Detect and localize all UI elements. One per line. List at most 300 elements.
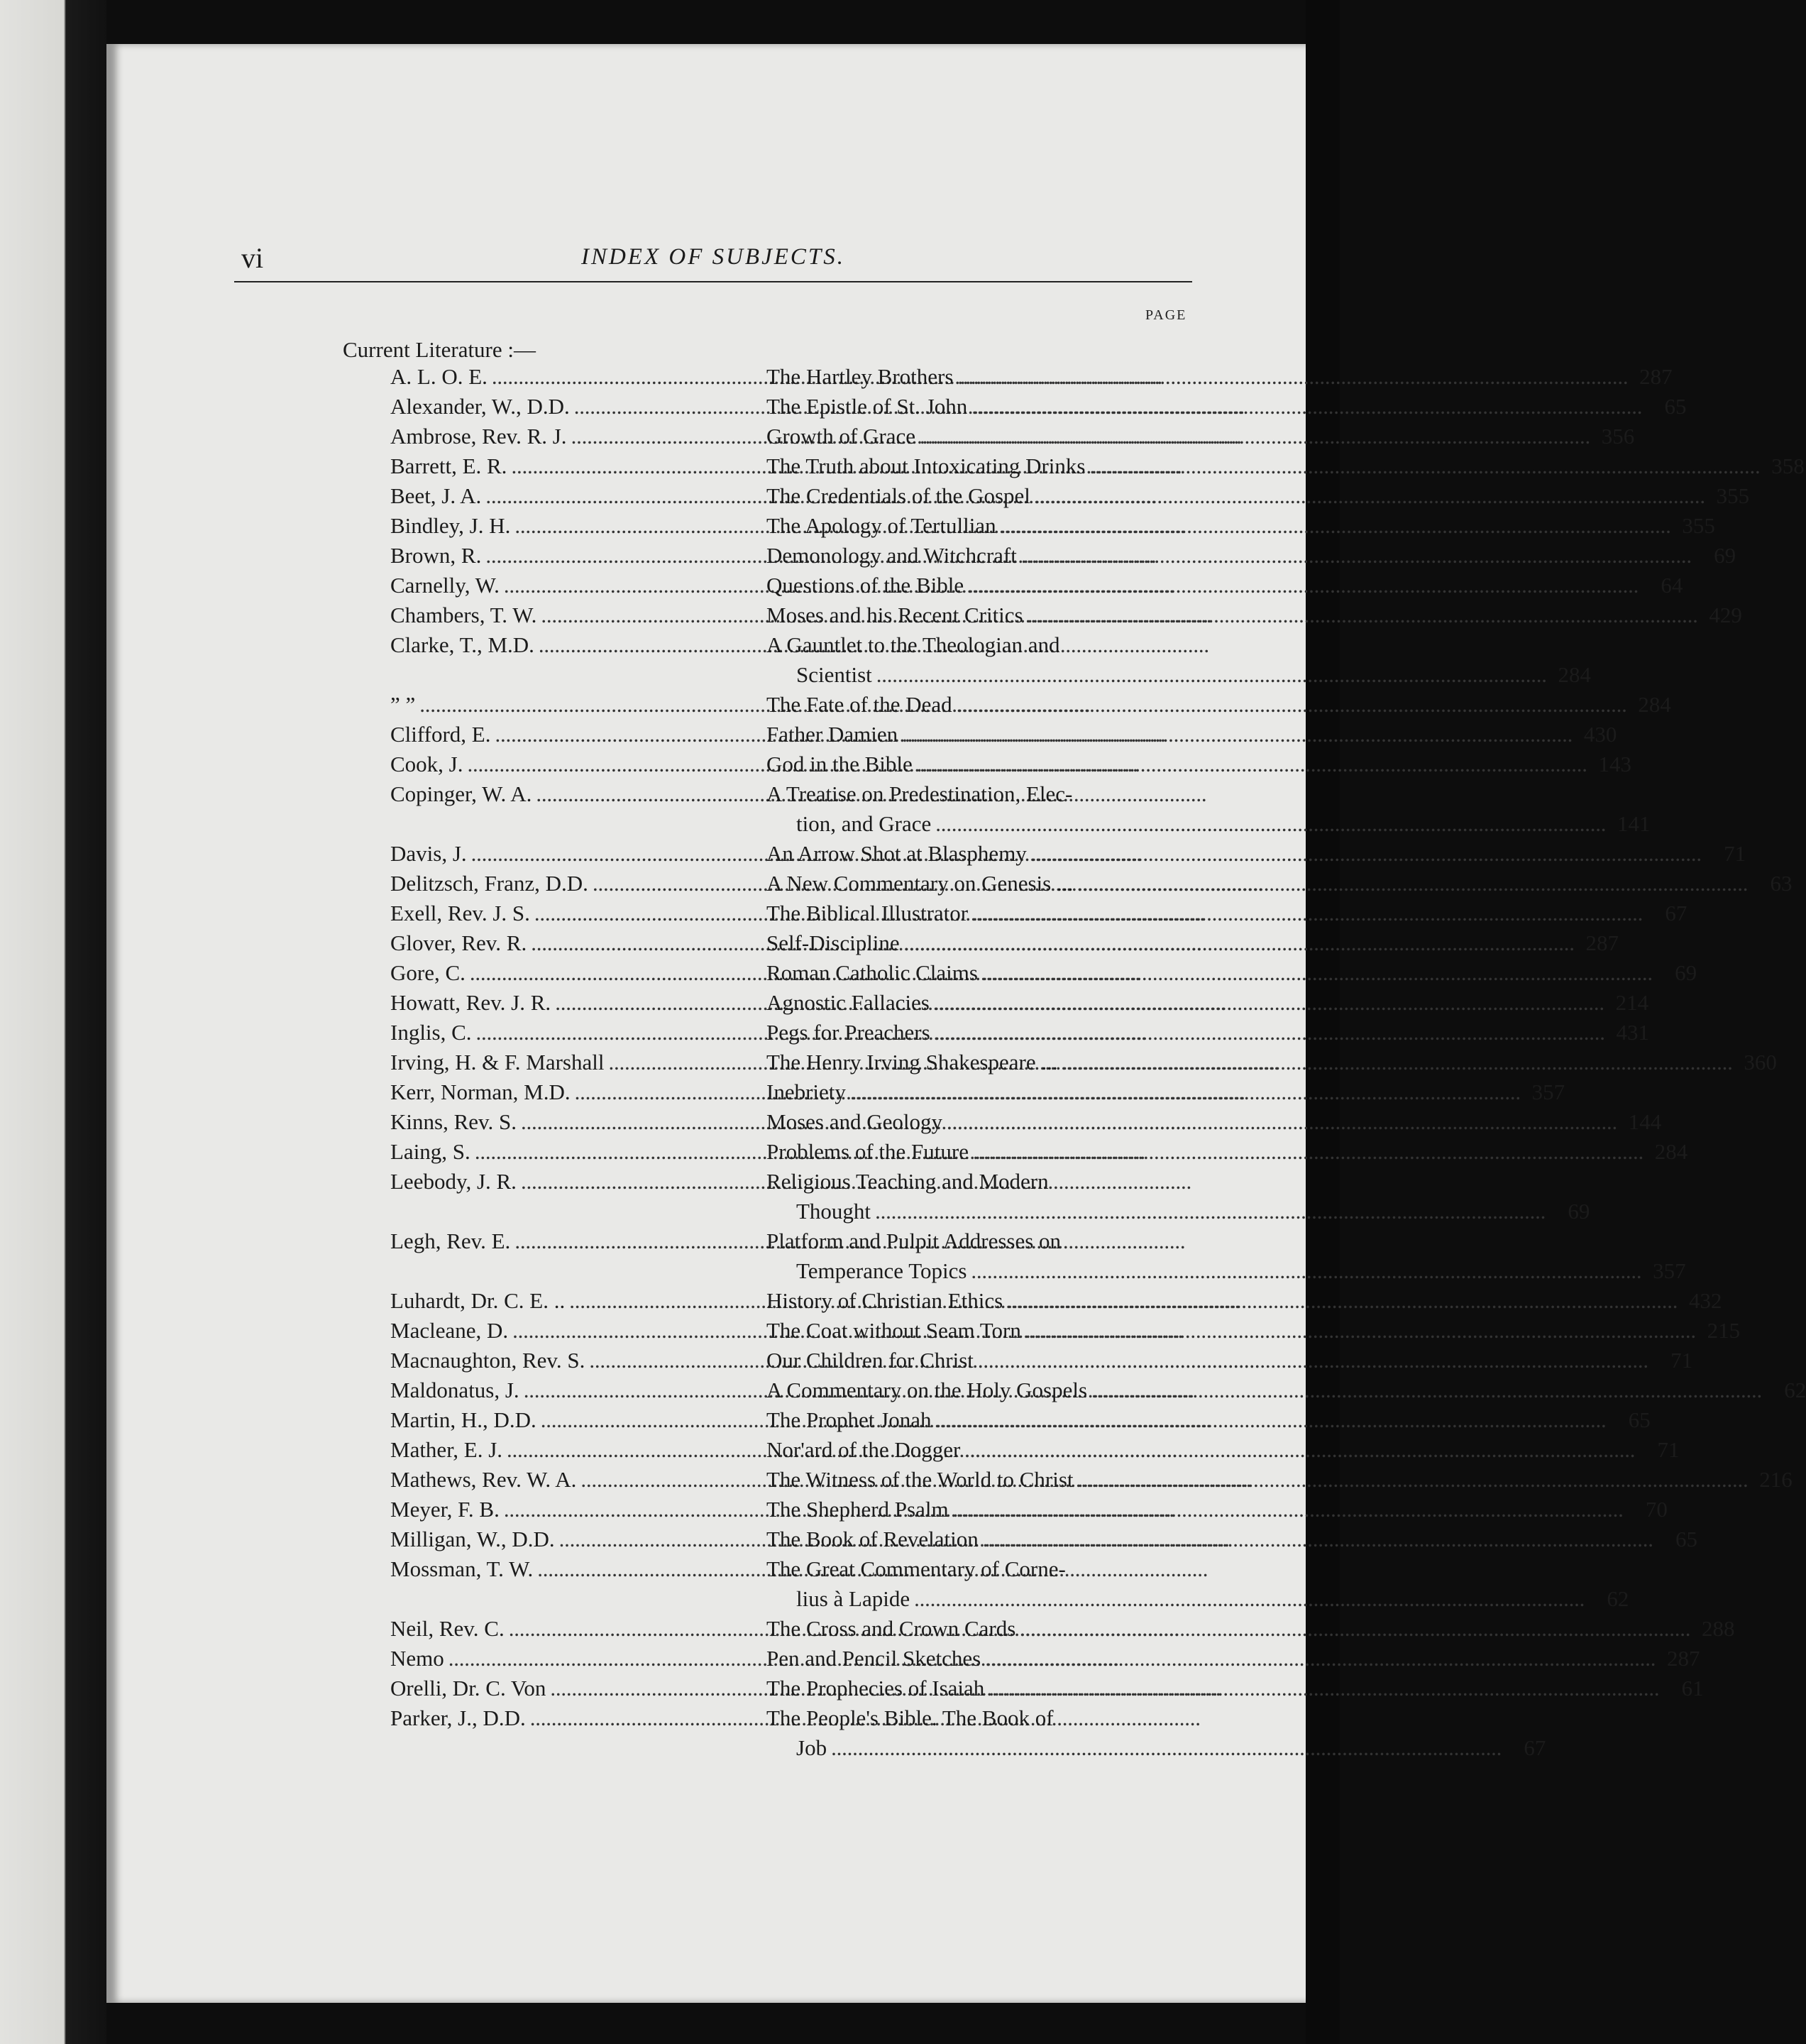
leader-dots <box>1091 1375 1759 1405</box>
entry-title-text: The Prophecies of Isaiah <box>766 1676 985 1700</box>
page-header <box>234 241 1192 282</box>
leader-dots <box>973 1137 1641 1167</box>
entry-title-line <box>766 571 1683 600</box>
entry-author <box>390 839 766 869</box>
entry-title <box>766 1465 1793 1495</box>
leader-dots <box>1031 839 1699 869</box>
index-entry <box>390 1703 1546 1763</box>
leader-dots <box>982 958 1650 988</box>
index-entry <box>390 749 1632 779</box>
leader-dots <box>968 571 1636 600</box>
entry-title <box>766 749 1631 779</box>
entry-title-line <box>766 1524 1697 1554</box>
index-entry <box>390 1554 1629 1614</box>
entry-title-text: Religious Teaching and Modern <box>766 1169 1049 1194</box>
entry-title-text: The Hartley Brothers <box>766 364 954 389</box>
entry-title-text: Our Children for Christ <box>766 1348 974 1373</box>
entry-title <box>766 928 1619 958</box>
entry-title <box>766 1614 1735 1644</box>
entry-title <box>766 451 1805 481</box>
leader-dots <box>953 1495 1621 1524</box>
entry-title-text: The Witness of the World to Christ <box>766 1467 1074 1492</box>
entry-title-line <box>766 928 1619 958</box>
index-entry <box>390 630 1592 690</box>
leader-dots <box>978 1346 1646 1375</box>
entry-title-text: A Commentary on the Holy Gospels <box>766 1378 1088 1402</box>
entry-title <box>766 1495 1668 1524</box>
entry-title-text: Platform and Pulpit Addresses on <box>766 1229 1062 1253</box>
index-entries <box>390 362 1806 1763</box>
entry-author <box>390 571 766 600</box>
index-entry <box>390 779 1651 839</box>
entry-author-name: Milligan, W., D.D. <box>390 1527 555 1551</box>
entry-author-name: Beet, J. A. <box>390 483 482 508</box>
entry-title <box>766 571 1683 600</box>
index-entry <box>390 1495 1668 1524</box>
entry-author <box>390 1167 766 1197</box>
entry-title-line <box>766 1107 1661 1137</box>
entry-title-line <box>766 690 1671 720</box>
entry-title-line <box>766 1018 1649 1048</box>
leader-dots <box>1028 600 1695 630</box>
entry-author-name: Brown, R. <box>390 543 482 568</box>
entry-page-number: 71 <box>1670 1348 1693 1373</box>
index-entry <box>390 541 1736 571</box>
leader-dots <box>934 988 1602 1018</box>
entry-title-text: The Prophet Jonah <box>766 1407 932 1432</box>
entry-title-line <box>766 362 1673 392</box>
entry-page-number: 356 <box>1601 424 1635 449</box>
entry-author-name: Ambrose, Rev. R. J. <box>390 424 567 449</box>
index-entry <box>390 988 1649 1018</box>
leader-dots <box>1062 1048 1730 1077</box>
entry-title-text: History of Christian Ethics <box>766 1288 1003 1313</box>
index-entry <box>390 571 1683 600</box>
entry-page-number: 430 <box>1583 722 1617 747</box>
index-entry <box>390 1524 1697 1554</box>
entry-title-text: God in the Bible <box>766 752 913 776</box>
entry-title-line <box>766 511 1715 541</box>
entry-title-line <box>766 1674 1704 1703</box>
entry-title-line <box>766 988 1648 1018</box>
entry-title-line <box>766 1077 1565 1107</box>
leader-dots <box>964 1435 1632 1465</box>
entry-author <box>390 481 766 511</box>
index-entry <box>390 1644 1700 1674</box>
leader-dots <box>1021 541 1689 571</box>
entry-author-name: Barrett, E. R. <box>390 454 507 478</box>
line-spacer <box>1060 630 1548 660</box>
entry-title-line <box>766 1346 1692 1375</box>
entry-author-name: Clarke, T., M.D. <box>390 632 534 657</box>
entry-title <box>766 988 1648 1018</box>
entry-title-text: Roman Catholic Claims <box>766 960 978 985</box>
entry-title-line <box>766 1167 1590 1197</box>
entry-title-line <box>766 1554 1629 1584</box>
entry-author-name: Macleane, D. <box>390 1318 509 1343</box>
entry-title <box>766 1435 1680 1465</box>
entry-page-number: 65 <box>1628 1407 1651 1432</box>
entry-title-text: Inebriety <box>766 1079 846 1104</box>
line-spacer <box>1072 779 1607 809</box>
entry-title-line <box>766 899 1687 928</box>
entry-title-line <box>766 660 1591 690</box>
entry-author <box>390 511 766 541</box>
index-entry <box>390 451 1805 481</box>
entry-page-number: 67 <box>1524 1735 1546 1760</box>
scan-left-margin <box>0 0 106 2044</box>
entry-title <box>766 839 1746 869</box>
entry-author <box>390 1018 766 1048</box>
entry-title-text: The Henry Irving Shakespeare ... <box>766 1050 1058 1075</box>
entry-title <box>766 958 1697 988</box>
line-spacer <box>1049 1167 1548 1197</box>
leader-dots <box>914 1584 1582 1614</box>
entry-author-name: Bindley, J. H. <box>390 513 511 538</box>
entry-title-text: Demonology and Witchcraft <box>766 543 1017 568</box>
index-entry <box>390 928 1619 958</box>
entry-author <box>390 451 766 481</box>
entry-title-text: Temperance Topics <box>796 1258 967 1283</box>
entry-title <box>766 1703 1546 1763</box>
entry-page-number: 65 <box>1664 394 1687 419</box>
entry-author-name: Leebody, J. R. <box>390 1169 517 1194</box>
entry-title <box>766 1048 1777 1077</box>
entry-author-name: Mather, E. J. <box>390 1437 503 1462</box>
entry-title <box>766 1375 1806 1405</box>
entry-author <box>390 720 766 749</box>
entry-author <box>390 1674 766 1703</box>
index-entry <box>390 958 1697 988</box>
entry-title-text: Agnostic Fallacies <box>766 990 930 1015</box>
entry-title <box>766 1674 1704 1703</box>
entry-author-name: Copinger, W. A. <box>390 781 532 806</box>
entry-title-text: Scientist <box>796 662 872 687</box>
leader-dots <box>989 1674 1656 1703</box>
entry-title <box>766 1167 1590 1226</box>
entry-title-line <box>766 392 1687 422</box>
entry-author <box>390 1226 766 1256</box>
index-entry <box>390 511 1715 541</box>
page-number-blank <box>1503 1703 1546 1733</box>
entry-page-number: 143 <box>1598 752 1632 776</box>
entry-author <box>390 1435 766 1465</box>
entry-title-text: Moses and his Recent Critics <box>766 603 1023 627</box>
entry-title <box>766 630 1591 690</box>
entry-title-line <box>766 1435 1680 1465</box>
entry-author-name: Mathews, Rev. W. A. <box>390 1467 577 1492</box>
entry-author <box>390 899 766 928</box>
entry-title-text: A Gauntlet to the Theologian and <box>766 632 1060 657</box>
entry-title-line <box>766 869 1792 899</box>
index-entry <box>390 1286 1722 1316</box>
entry-title-line <box>766 1465 1793 1495</box>
index-entry <box>390 1465 1793 1495</box>
entry-page-number: 358 <box>1771 454 1805 478</box>
index-entry <box>390 869 1793 899</box>
entry-title-text: The Biblical Illustrator <box>766 901 969 925</box>
entry-title <box>766 362 1673 392</box>
entry-title-text: Pegs for Preachers <box>766 1020 930 1045</box>
entry-page-number: 70 <box>1645 1497 1668 1522</box>
entry-title <box>766 1346 1692 1375</box>
line-spacer <box>1054 1703 1504 1733</box>
entry-title-line <box>766 1286 1722 1316</box>
entry-author-name: Kinns, Rev. S. <box>390 1109 517 1134</box>
entry-author <box>390 1048 766 1077</box>
entry-title-line <box>766 1316 1740 1346</box>
entry-page-number: 284 <box>1638 692 1671 717</box>
entry-author-name: Laing, S. <box>390 1139 470 1164</box>
entry-page-number: 355 <box>1716 483 1750 508</box>
entry-page-number: 71 <box>1657 1437 1680 1462</box>
entry-author-name: Gore, C. <box>390 960 466 985</box>
entry-title-line <box>766 1375 1806 1405</box>
entry-author <box>390 1316 766 1346</box>
entry-author <box>390 1375 766 1405</box>
entry-page-number: 62 <box>1607 1586 1629 1611</box>
entry-title <box>766 511 1715 541</box>
entry-title <box>766 1524 1697 1554</box>
entry-title-line <box>766 720 1617 749</box>
entry-title-text: The Fate of the Dead <box>766 692 952 717</box>
leader-dots <box>935 809 1603 839</box>
entry-page-number: 287 <box>1666 1646 1700 1671</box>
index-entry <box>390 690 1671 720</box>
leader-dots <box>875 1197 1543 1226</box>
entry-author-name: Glover, Rev. R. <box>390 930 527 955</box>
entry-author <box>390 541 766 571</box>
entry-title-text: A New Commentary on Genesis ... <box>766 871 1074 896</box>
entry-author <box>390 1286 766 1316</box>
entry-title-line <box>766 600 1742 630</box>
entry-title <box>766 779 1650 839</box>
entry-page-number: 431 <box>1616 1020 1649 1045</box>
entry-title <box>766 1405 1651 1435</box>
entry-title-line <box>766 1197 1590 1226</box>
entry-page-number: 355 <box>1682 513 1715 538</box>
entry-author-name: Luhardt, Dr. C. E. .. <box>390 1288 566 1313</box>
entry-title-text: Thought <box>796 1199 871 1224</box>
entry-title-line <box>766 958 1697 988</box>
leader-dots <box>920 422 1587 451</box>
entry-author <box>390 1644 766 1674</box>
entry-title-line <box>766 1733 1546 1763</box>
index-entry <box>390 1316 1741 1346</box>
page-number-blank <box>1586 1554 1629 1584</box>
entry-author-name: Chambers, T. W. <box>390 603 537 627</box>
entry-title-line <box>766 630 1591 660</box>
entry-title-text: Pen and Pencil Sketches <box>766 1646 981 1671</box>
entry-page-number: 63 <box>1770 871 1793 896</box>
entry-title-line <box>766 1703 1546 1733</box>
entry-title <box>766 1107 1661 1137</box>
entry-page-number: 69 <box>1568 1199 1590 1224</box>
entry-title-text: The Great Commentary of Corne- <box>766 1556 1066 1581</box>
entry-author <box>390 1554 766 1584</box>
entry-title-text: The Truth about Intoxicating Drinks <box>766 454 1086 478</box>
entry-author <box>390 1405 766 1435</box>
entry-author <box>390 1107 766 1137</box>
entry-title-line <box>766 749 1631 779</box>
index-entry <box>390 362 1673 392</box>
index-entry <box>390 481 1750 511</box>
leader-dots <box>1007 1286 1675 1316</box>
index-entry <box>390 1405 1651 1435</box>
leader-dots <box>917 749 1585 779</box>
entry-title-text: The Book of Revelation <box>766 1527 979 1551</box>
entry-title-text: A Treatise on Predestination, Elec- <box>766 781 1073 806</box>
entry-title-line <box>766 451 1805 481</box>
page-number-blank <box>1548 630 1591 660</box>
leader-dots <box>1089 451 1757 481</box>
leader-dots <box>831 1733 1499 1763</box>
entry-page-number: 64 <box>1661 573 1683 598</box>
page-number-blank <box>1643 1226 1686 1256</box>
entry-page-number: 216 <box>1759 1467 1793 1492</box>
entry-title-text: Moses and Geology <box>766 1109 942 1134</box>
leader-dots <box>876 660 1544 690</box>
entry-title-text: Growth of Grace <box>766 424 916 449</box>
entry-author <box>390 1614 766 1644</box>
leader-dots <box>1078 1465 1746 1495</box>
entry-author <box>390 362 766 392</box>
entry-title <box>766 392 1687 422</box>
index-entry <box>390 600 1742 630</box>
entry-author-name: Inglis, C. <box>390 1020 472 1045</box>
entry-title-text: The Shepherd Psalm <box>766 1497 949 1522</box>
leader-dots <box>1025 1316 1693 1346</box>
entry-page-number: 61 <box>1681 1676 1704 1700</box>
entry-author <box>390 1524 766 1554</box>
entry-author-name: Clifford, E. <box>390 722 491 747</box>
entry-title <box>766 1316 1740 1346</box>
index-entry <box>390 1018 1649 1048</box>
entry-author <box>390 958 766 988</box>
entry-page-number: 429 <box>1709 603 1742 627</box>
entry-page-number: 69 <box>1675 960 1697 985</box>
page-number-blank <box>1547 1167 1590 1197</box>
entry-title-line <box>766 1644 1700 1674</box>
entry-title <box>766 1226 1686 1286</box>
leader-dots <box>1020 1614 1687 1644</box>
entry-title-text: Problems of the Future <box>766 1139 969 1164</box>
entry-page-number: 215 <box>1707 1318 1741 1343</box>
entry-author <box>390 1703 766 1733</box>
leader-dots <box>1001 511 1668 541</box>
entry-page-number: 288 <box>1702 1616 1735 1641</box>
entry-title-line <box>766 839 1746 869</box>
index-entry <box>390 422 1635 451</box>
entry-title-line <box>766 1256 1686 1286</box>
entry-author <box>390 690 766 720</box>
entry-page-number: 71 <box>1724 841 1746 866</box>
entry-page-number: 287 <box>1585 930 1619 955</box>
entry-page-number: 69 <box>1714 543 1736 568</box>
index-entry <box>390 1614 1735 1644</box>
leader-dots <box>947 1107 1614 1137</box>
leader-dots <box>904 928 1572 958</box>
entry-author-name: Nemo <box>390 1646 444 1671</box>
entry-title-line <box>766 1495 1668 1524</box>
entry-title <box>766 1137 1687 1167</box>
entry-author-name: Davis, J. <box>390 841 467 866</box>
leader-dots <box>1077 869 1745 899</box>
entry-page-number: 141 <box>1617 811 1651 836</box>
entry-author <box>390 600 766 630</box>
entry-title-line <box>766 1048 1777 1077</box>
leader-dots <box>957 690 1624 720</box>
page-folio: vi <box>241 242 264 274</box>
entry-title <box>766 869 1792 899</box>
entry-title <box>766 600 1742 630</box>
entry-title <box>766 899 1687 928</box>
leader-dots <box>985 1644 1653 1674</box>
entry-page-number: 62 <box>1784 1378 1806 1402</box>
entry-author <box>390 422 766 451</box>
index-entry <box>390 1137 1688 1167</box>
leader-dots <box>971 392 1639 422</box>
entry-title-line <box>766 1584 1629 1614</box>
index-entry <box>390 839 1746 869</box>
entry-title-text: Job <box>796 1735 827 1760</box>
entry-author-name: Mossman, T. W. <box>390 1556 534 1581</box>
entry-title-text: Nor'ard of the Dogger <box>766 1437 961 1462</box>
index-entry <box>390 1167 1590 1226</box>
entry-author-name: Legh, Rev. E. <box>390 1229 511 1253</box>
leader-dots <box>983 1524 1651 1554</box>
entry-title-line <box>766 481 1749 511</box>
entry-author-name: Meyer, F. B. <box>390 1497 500 1522</box>
index-entry <box>390 1674 1704 1703</box>
entry-title-line <box>766 1137 1687 1167</box>
index-entry <box>390 1077 1565 1107</box>
entry-author-name: Howatt, Rev. J. R. <box>390 990 551 1015</box>
line-spacer <box>1066 1554 1587 1584</box>
entry-page-number: 432 <box>1688 1288 1722 1313</box>
leader-dots <box>935 1018 1602 1048</box>
entry-title-text: tion, and Grace <box>796 811 932 836</box>
entry-page-number: 284 <box>1558 662 1592 687</box>
entry-page-number: 287 <box>1639 364 1673 389</box>
entry-title-text: The People's Bible. The Book of <box>766 1705 1054 1730</box>
entry-author-name: ” ” <box>390 692 416 717</box>
entry-author <box>390 1495 766 1524</box>
entry-title-line <box>766 1405 1651 1435</box>
entry-title-text: The Credentials of the Gospel <box>766 483 1030 508</box>
entry-author <box>390 749 766 779</box>
entry-author-name: Cook, J. <box>390 752 463 776</box>
entry-title <box>766 481 1749 511</box>
index-entry <box>390 1107 1662 1137</box>
entry-page-number: 284 <box>1654 1139 1688 1164</box>
entry-title-text: Questions of the Bible <box>766 573 964 598</box>
entry-title-line <box>766 779 1650 809</box>
leader-dots <box>972 899 1640 928</box>
entry-author-name: Parker, J., D.D. <box>390 1705 526 1730</box>
entry-author <box>390 988 766 1018</box>
leader-dots <box>971 1256 1639 1286</box>
entry-page-number: 360 <box>1744 1050 1777 1075</box>
entry-title <box>766 1286 1722 1316</box>
entry-author-name: Macnaughton, Rev. S. <box>390 1348 585 1373</box>
entry-author-name: A. L. O. E. <box>390 364 488 389</box>
leader-dots <box>935 1405 1603 1435</box>
line-spacer <box>1061 1226 1643 1256</box>
index-entry <box>390 899 1687 928</box>
entry-title-text: The Epistle of St. John <box>766 394 968 419</box>
entry-title-text: An Arrow Shot at Blasphemy <box>766 841 1027 866</box>
